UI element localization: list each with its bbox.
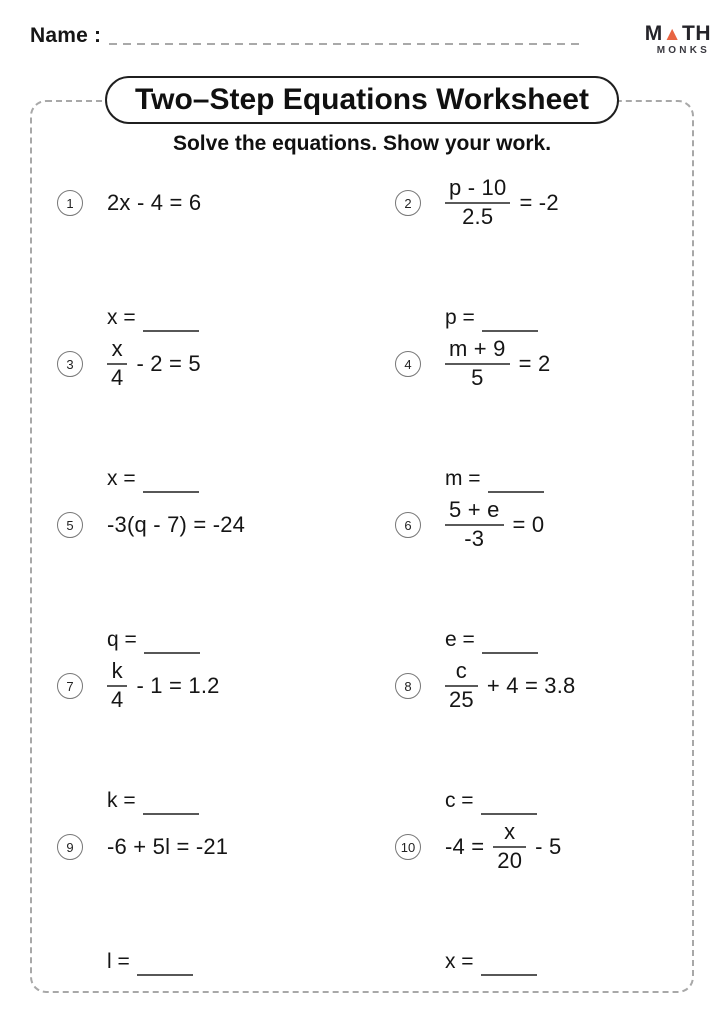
answer-row bbox=[107, 306, 199, 330]
denominator: 20 bbox=[497, 848, 523, 873]
answer-row bbox=[445, 306, 538, 330]
problem-5 bbox=[32, 496, 362, 657]
problem-number: 3 bbox=[66, 356, 74, 372]
problem-number-badge bbox=[395, 512, 421, 538]
answer-row bbox=[107, 950, 193, 974]
numerator: x bbox=[111, 336, 123, 362]
answer-row bbox=[445, 628, 538, 652]
answer-label: x = bbox=[107, 306, 136, 329]
answer-blank[interactable] bbox=[144, 638, 200, 654]
equation bbox=[107, 190, 201, 216]
equation bbox=[445, 659, 576, 712]
equation-post: = 2 bbox=[518, 351, 551, 376]
equation-pre: -3(q - 7) = -24 bbox=[107, 512, 246, 537]
equation bbox=[107, 512, 245, 538]
equation bbox=[107, 659, 220, 712]
problem-row bbox=[32, 335, 692, 496]
problem-number: 10 bbox=[400, 839, 416, 855]
answer-label: l = bbox=[107, 950, 130, 973]
logo-monks-text: MONKS bbox=[656, 45, 710, 56]
answer-label: e = bbox=[444, 628, 475, 651]
equation-post: = 0 bbox=[512, 512, 545, 537]
math-monks-logo bbox=[645, 23, 711, 56]
answer-blank[interactable] bbox=[481, 799, 537, 815]
problem-9 bbox=[32, 818, 362, 979]
fraction bbox=[445, 498, 504, 551]
equation bbox=[445, 820, 561, 873]
answer-label: c = bbox=[444, 789, 474, 812]
name-label: Name : bbox=[30, 24, 102, 47]
answer-row bbox=[445, 467, 544, 491]
numerator: 5 + e bbox=[448, 497, 500, 523]
problem-number-badge bbox=[57, 834, 83, 860]
answer-label: k = bbox=[107, 789, 136, 812]
equation bbox=[445, 176, 559, 229]
answer-label: m = bbox=[444, 467, 481, 490]
answer-label: x = bbox=[107, 467, 136, 490]
problem-2 bbox=[362, 174, 692, 335]
problem-number: 7 bbox=[66, 678, 74, 694]
logo-letters-th: TH bbox=[682, 22, 711, 45]
denominator: 4 bbox=[111, 687, 124, 712]
numerator: p - 10 bbox=[448, 175, 507, 201]
equation-pre: -6 + 5l = -21 bbox=[107, 834, 229, 859]
equation-post: + 4 = 3.8 bbox=[486, 673, 576, 698]
problem-row bbox=[32, 174, 692, 335]
problem-number: 1 bbox=[66, 195, 74, 211]
equation-post: - 2 = 5 bbox=[136, 351, 201, 376]
problem-4 bbox=[362, 335, 692, 496]
answer-blank[interactable] bbox=[481, 960, 537, 976]
problem-number: 6 bbox=[404, 517, 412, 533]
numerator: k bbox=[111, 658, 123, 684]
problem-10 bbox=[362, 818, 692, 979]
problems-grid bbox=[32, 174, 692, 979]
equation-pre: -4 = bbox=[444, 834, 485, 859]
fraction bbox=[445, 337, 510, 390]
problem-row bbox=[32, 818, 692, 979]
answer-row bbox=[107, 789, 199, 813]
equation-pre: 2x - 4 = 6 bbox=[107, 190, 202, 215]
answer-row bbox=[107, 467, 199, 491]
answer-blank[interactable] bbox=[482, 316, 538, 332]
answer-label: q = bbox=[107, 628, 137, 651]
problem-number-badge bbox=[57, 673, 83, 699]
equation-post: - 1 = 1.2 bbox=[136, 673, 220, 698]
problem-6 bbox=[362, 496, 692, 657]
problem-1 bbox=[32, 174, 362, 335]
logo-wordmark bbox=[645, 23, 711, 44]
fraction bbox=[445, 176, 510, 229]
answer-row bbox=[445, 789, 537, 813]
equation bbox=[445, 337, 550, 390]
problem-row bbox=[32, 657, 692, 818]
equation bbox=[107, 834, 228, 860]
equation bbox=[445, 498, 544, 551]
denominator: 5 bbox=[471, 365, 484, 390]
problem-number-badge bbox=[395, 673, 421, 699]
problem-number: 8 bbox=[404, 678, 412, 694]
denominator: 2.5 bbox=[462, 204, 494, 229]
fraction bbox=[107, 659, 127, 712]
equation-post: - 5 bbox=[535, 834, 562, 859]
numerator: c bbox=[455, 658, 467, 684]
answer-blank[interactable] bbox=[137, 960, 193, 976]
problem-number: 9 bbox=[66, 839, 74, 855]
answer-blank[interactable] bbox=[488, 477, 544, 493]
answer-blank[interactable] bbox=[143, 799, 199, 815]
denominator: -3 bbox=[464, 526, 485, 551]
answer-blank[interactable] bbox=[482, 638, 538, 654]
problem-8 bbox=[362, 657, 692, 818]
fraction bbox=[107, 337, 127, 390]
name-fill-line[interactable] bbox=[109, 43, 581, 45]
triangle-icon: ▲ bbox=[662, 24, 682, 45]
problem-number-badge bbox=[395, 834, 421, 860]
fraction bbox=[445, 659, 478, 712]
answer-row bbox=[107, 628, 200, 652]
answer-row bbox=[445, 950, 537, 974]
equation bbox=[107, 337, 201, 390]
denominator: 25 bbox=[448, 687, 474, 712]
problem-3 bbox=[32, 335, 362, 496]
problem-row bbox=[32, 496, 692, 657]
worksheet-instructions: Solve the equations. Show your work. bbox=[172, 132, 552, 155]
problem-number-badge bbox=[57, 512, 83, 538]
answer-label: x = bbox=[444, 950, 474, 973]
problem-7 bbox=[32, 657, 362, 818]
denominator: 4 bbox=[111, 365, 124, 390]
fraction bbox=[493, 820, 526, 873]
problem-number-badge bbox=[395, 351, 421, 377]
answer-blank[interactable] bbox=[143, 316, 199, 332]
answer-label: p = bbox=[444, 306, 475, 329]
equation-post: = -2 bbox=[519, 190, 559, 215]
problem-number: 2 bbox=[404, 195, 412, 211]
numerator: x bbox=[504, 819, 516, 845]
answer-blank[interactable] bbox=[143, 477, 199, 493]
worksheet-border-box bbox=[30, 100, 694, 993]
problem-number-badge bbox=[57, 351, 83, 377]
worksheet-title: Two–Step Equations Worksheet bbox=[105, 76, 619, 124]
problem-number-badge bbox=[57, 190, 83, 216]
problem-number: 4 bbox=[404, 356, 412, 372]
numerator: m + 9 bbox=[448, 336, 506, 362]
name-row bbox=[30, 24, 581, 48]
problem-number-badge bbox=[395, 190, 421, 216]
logo-letter-m: M bbox=[644, 22, 663, 45]
problem-number: 5 bbox=[66, 517, 74, 533]
